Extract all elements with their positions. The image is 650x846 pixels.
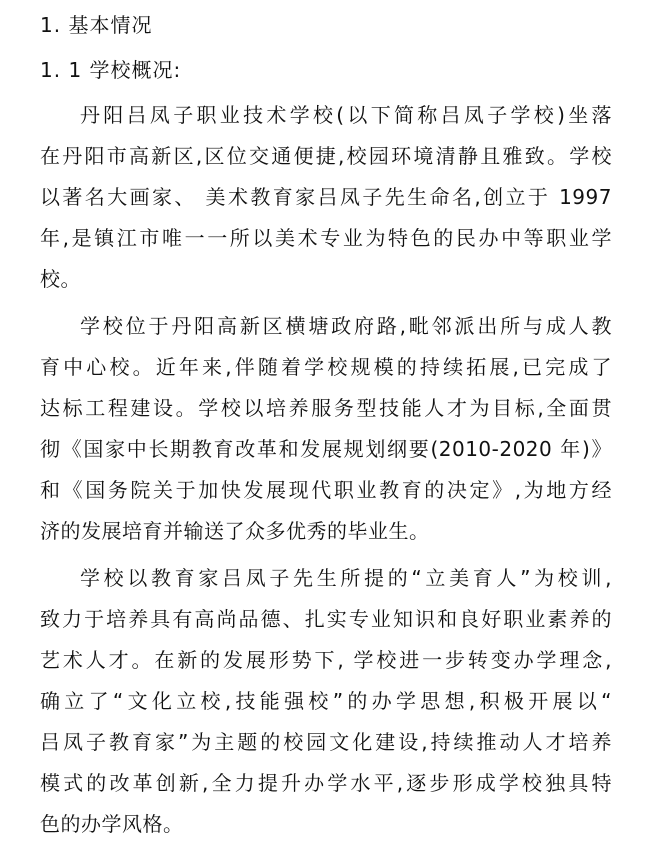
paragraph-3-line-4: 确立了“文化立校,技能强校”的办学思想,积极开展以“ (40, 689, 612, 713)
paragraph-2-line-5: 和《国务院关于加快发展现代职业教育的决定》,为地方经 (40, 478, 612, 502)
paragraph-2-line-4: 彻《国家中长期教育改革和发展规划纲要(2010-2020 年)》 (40, 437, 612, 461)
paragraph-3-line-6: 模式的改革创新,全力提升办学水平,逐步形成学校独具特 (40, 771, 612, 795)
paragraph-3-line-2: 致力于培养具有高尚品德、扎实专业知识和良好职业素养的 (40, 607, 612, 631)
section-title: 1. 基本情况 (40, 13, 153, 37)
paragraph-1-line-5: 校。 (40, 267, 81, 291)
paragraph-2-line-6: 济的发展培育并输送了众多优秀的毕业生。 (40, 519, 430, 543)
paragraph-2-line-1: 学校位于丹阳高新区横塘政府路,毗邻派出所与成人教 (80, 314, 612, 338)
paragraph-3-line-5: 吕凤子教育家”为主题的校园文化建设,持续推动人才培养 (40, 730, 612, 754)
paragraph-2-line-3: 达标工程建设。学校以培养服务型技能人才为目标,全面贯 (40, 396, 612, 420)
paragraph-1-line-4: 年,是镇江市唯一一所以美术专业为特色的民办中等职业学 (40, 226, 612, 250)
paragraph-1-line-1: 丹阳吕凤子职业技术学校(以下简称吕凤子学校)坐落 (80, 103, 612, 127)
paragraph-3-line-7: 色的办学风格。 (40, 812, 184, 836)
paragraph-2-line-2: 育中心校。近年来,伴随着学校规模的持续拓展,已完成了 (40, 355, 612, 379)
paragraph-3-line-3: 艺术人才。在新的发展形势下, 学校进一步转变办学理念, (40, 648, 612, 672)
subsection-title: 1. 1 学校概况: (40, 58, 182, 82)
paragraph-3-line-1: 学校以教育家吕凤子先生所提的“立美育人”为校训, (80, 566, 612, 590)
paragraph-1-line-3: 以著名大画家、 美术教育家吕凤子先生命名,创立于 1997 (40, 185, 612, 209)
paragraph-1-line-2: 在丹阳市高新区,区位交通便捷,校园环境清静且雅致。学校 (40, 144, 612, 168)
